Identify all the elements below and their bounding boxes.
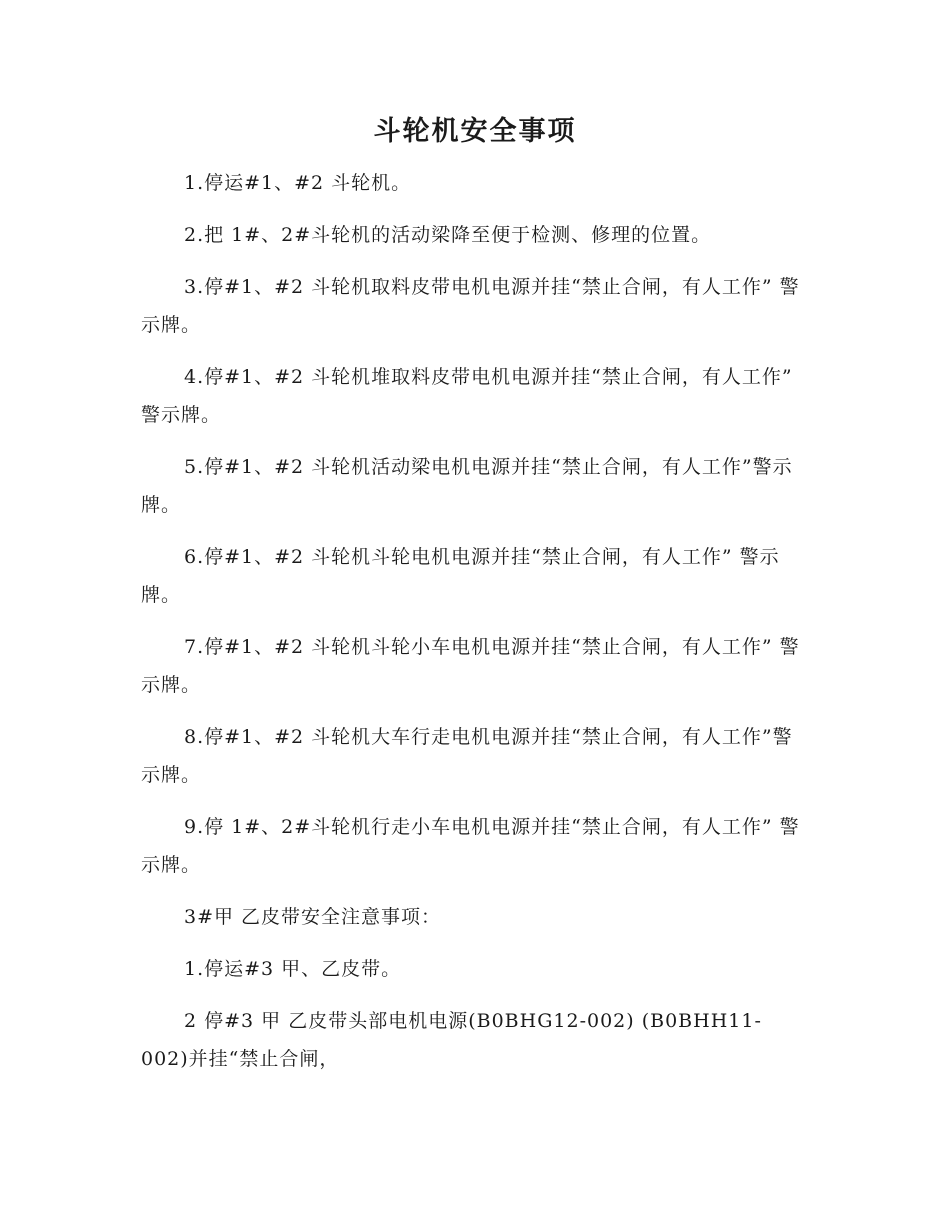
paragraph-belt-step-2: 2 停#3 甲 乙皮带头部电机电源(B0BHG12-002) (B0BHH11-002)并挂“禁止合闸， [141, 1010, 762, 1070]
paragraph-step-1: 1.停运#1、#2 斗轮机。 [184, 172, 412, 194]
paragraph-step-8: 8.停#1、#2 斗轮机大车行走电机电源并挂“禁止合闸，有人工作”警示牌。 [141, 726, 793, 786]
document-title: 斗轮机安全事项 [373, 116, 577, 147]
paragraph-belt-step-1: 1.停运#3 甲、乙皮带。 [184, 958, 402, 980]
paragraph-step-6: 6.停#1、#2 斗轮机斗轮电机电源并挂“禁止合闸，有人工作” 警示牌。 [141, 546, 780, 606]
paragraph-step-3: 3.停#1、#2 斗轮机取料皮带电机电源并挂“禁止合闸，有人工作” 警示牌。 [141, 276, 800, 336]
paragraph-step-4: 4.停#1、#2 斗轮机堆取料皮带电机电源并挂“禁止合闸，有人工作” 警示牌。 [141, 366, 793, 426]
section-heading-belt: 3#甲 乙皮带安全注意事项： [184, 906, 442, 928]
paragraph-step-5: 5.停#1、#2 斗轮机活动梁电机电源并挂“禁止合闸，有人工作”警示牌。 [141, 456, 793, 516]
paragraph-step-7: 7.停#1、#2 斗轮机斗轮小车电机电源并挂“禁止合闸，有人工作” 警示牌。 [141, 636, 800, 696]
paragraph-step-9: 9.停 1#、2#斗轮机行走小车电机电源并挂“禁止合闸，有人工作” 警示牌。 [141, 816, 800, 876]
paragraph-step-2: 2.把 1#、2#斗轮机的活动梁降至便于检测、修理的位置。 [184, 224, 712, 246]
